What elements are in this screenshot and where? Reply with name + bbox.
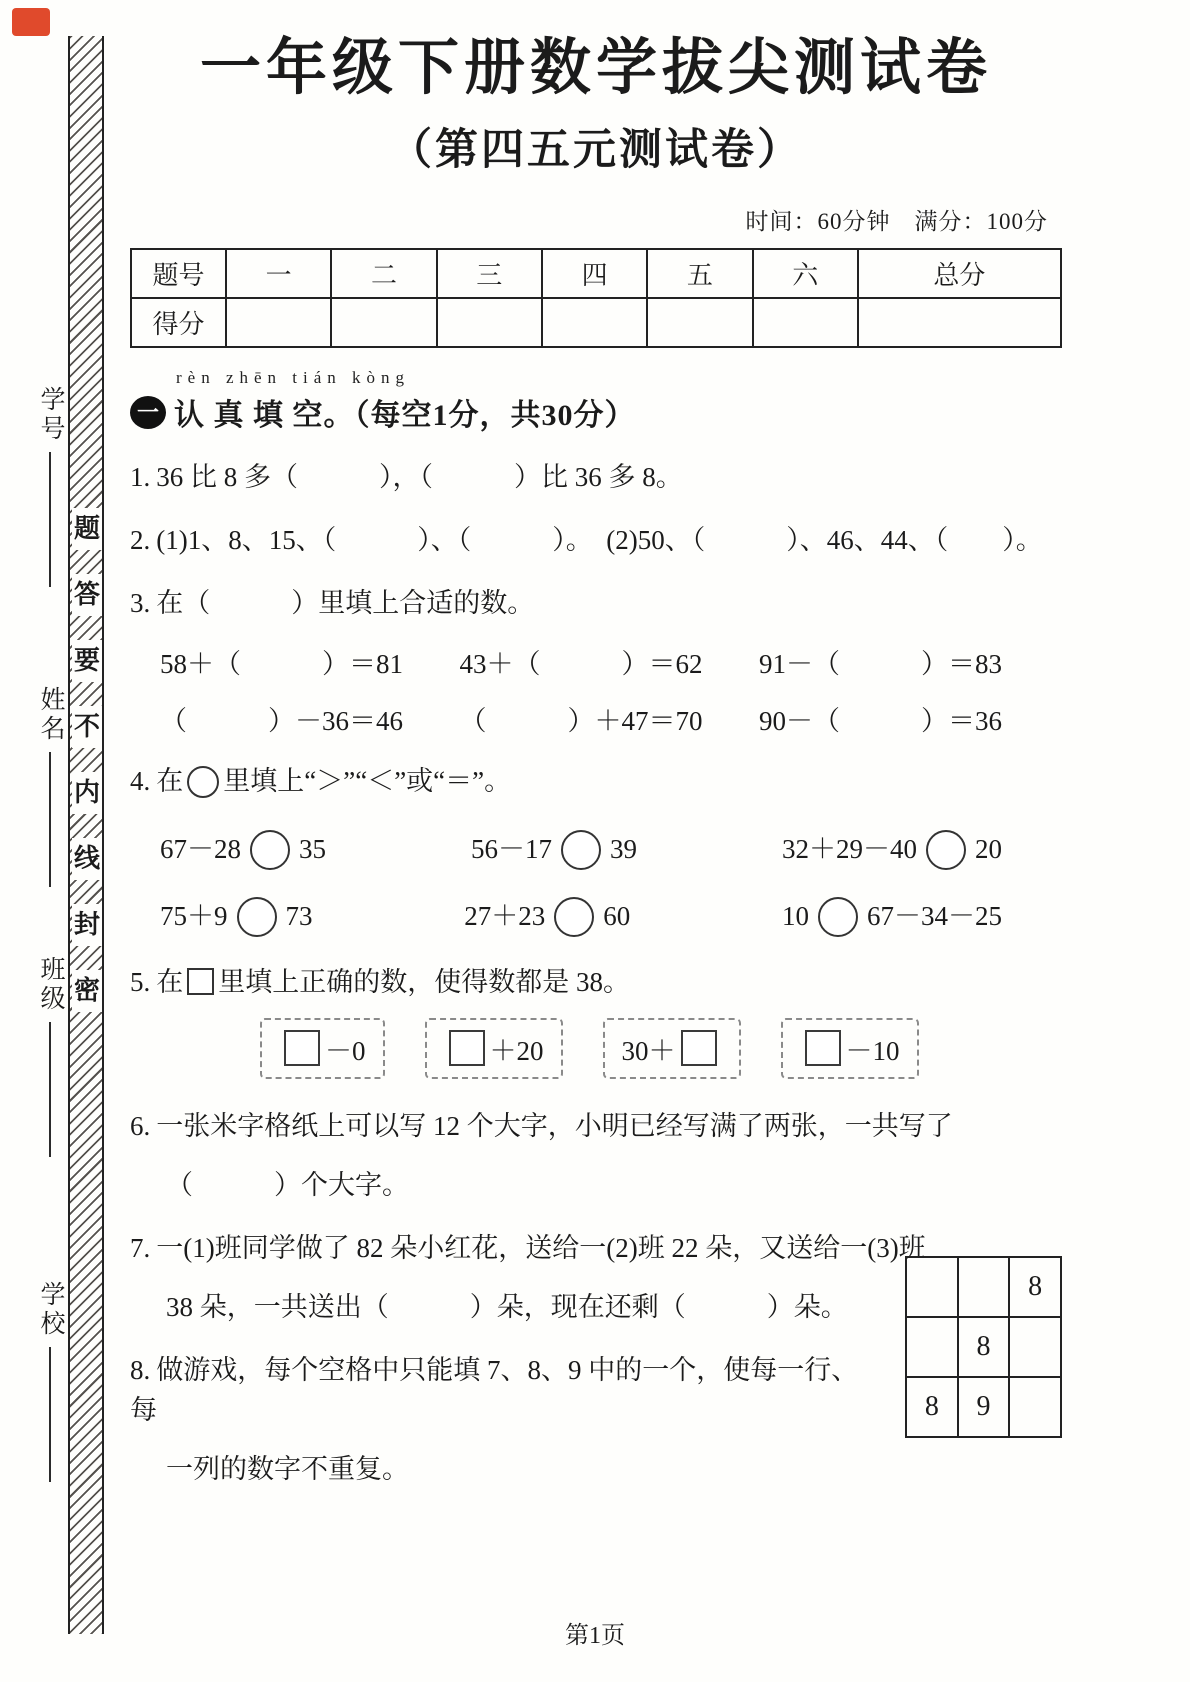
seal-line-char: 题 [72, 508, 102, 550]
comparison-right: 39 [610, 833, 637, 864]
school-blank-line [49, 1347, 51, 1482]
score-table-header-cell: 三 [437, 249, 542, 298]
question-4-prompt-after: 里填上“＞”“＜”或“＝”。 [223, 765, 512, 796]
question-3-equations-row-2 [130, 699, 1002, 738]
exam-time-score-info: 时间：60分钟 满分：100分 [745, 209, 1048, 235]
question-6-line-2: （ ）个大字。 [166, 1169, 409, 1200]
seal-line-char: 答 [72, 574, 102, 616]
question-5-answer-boxes [130, 1018, 1062, 1079]
question-7-line-1: 一(1)班同学做了 82 朵小红花，送给一(2)班 22 朵，又送给一(3)班 [156, 1233, 926, 1264]
student-name-field [34, 686, 66, 887]
comparison-left: 27＋23 [464, 900, 546, 931]
class-label: 班级 [37, 956, 64, 1014]
number-square-icon [805, 1030, 841, 1066]
class-blank-line [49, 1022, 51, 1157]
grid-row [906, 1377, 1061, 1437]
student-name-label: 姓名 [37, 686, 64, 744]
comparison-circle-icon [561, 830, 601, 870]
equation: 90－（ ）＝36 [759, 705, 1002, 736]
score-table-header-cell: 五 [647, 249, 752, 298]
question-4 [130, 762, 1062, 801]
box-text-after: －10 [845, 1035, 900, 1066]
student-id-label: 学号 [37, 386, 64, 444]
seal-line-char: 线 [72, 838, 102, 880]
question-2-number: 2. [130, 525, 151, 556]
section-1-title: 认 真 填 空。（每空1分，共30分） [174, 399, 636, 433]
comparison-circle-icon [250, 830, 290, 870]
seal-line-hatch-pattern [68, 36, 104, 1634]
student-id-field [34, 386, 66, 587]
score-empty-cell [858, 298, 1061, 347]
question-8-line-1: 做游戏，每个空格中只能填 7、8、9 中的一个，使每一行、每 [130, 1355, 859, 1425]
comparison-right: 67－34－25 [867, 900, 1002, 931]
comparison-circle-icon [926, 830, 966, 870]
question-3-prompt: 在（ ）里填上合适的数。 [156, 588, 535, 619]
grid-cell: 8 [1009, 1257, 1061, 1317]
score-empty-cell [437, 298, 542, 347]
question-4-prompt-before: 在 [156, 765, 184, 796]
score-table-header-cell: 四 [542, 249, 647, 298]
number-square-icon [681, 1030, 717, 1066]
score-empty-cell [753, 298, 858, 347]
student-fields-column [34, 36, 66, 1634]
answer-box [425, 1018, 563, 1079]
number-square-icon [449, 1030, 485, 1066]
section-1-header [130, 368, 1062, 434]
score-table-header-cell: 一 [226, 249, 331, 298]
question-5-number: 5. [130, 966, 151, 997]
brand-logo [12, 8, 50, 36]
score-table [130, 248, 1062, 348]
grid-cell: 9 [958, 1377, 1010, 1437]
equation: （ ）－36＝46 [160, 705, 403, 736]
question-2 [130, 521, 1062, 560]
question-4-row-2 [130, 894, 1002, 937]
student-id-blank-line [49, 452, 51, 587]
school-field [34, 1281, 66, 1482]
comparison-item [782, 827, 1002, 870]
score-empty-cell [226, 298, 331, 347]
box-text-after: ＋20 [489, 1035, 544, 1066]
school-label: 学校 [37, 1281, 64, 1339]
number-square-icon [284, 1030, 320, 1066]
seal-line-char: 封 [72, 904, 102, 946]
answer-box [603, 1018, 741, 1079]
equation: 91－（ ）＝83 [759, 648, 1002, 679]
compare-circle-icon [187, 766, 219, 798]
comparison-item [160, 827, 326, 870]
score-empty-cell [542, 298, 647, 347]
question-6 [130, 1107, 1062, 1146]
comparison-right: 20 [975, 833, 1002, 864]
box-text-before: 30＋ [621, 1035, 676, 1066]
seal-line-char: 内 [72, 772, 102, 814]
grid-row [906, 1257, 1061, 1317]
number-puzzle-grid [905, 1256, 1062, 1438]
exam-title: 一年级下册数学拔尖测试卷 [199, 35, 992, 102]
question-6-number: 6. [130, 1110, 151, 1141]
comparison-left: 75＋9 [160, 900, 228, 931]
grid-cell [1009, 1377, 1061, 1437]
question-3 [130, 584, 1062, 623]
comparison-item [471, 827, 637, 870]
score-table-header-cell: 题号 [131, 249, 226, 298]
question-8-number: 8. [130, 1355, 151, 1386]
score-table-header-row [131, 249, 1061, 298]
equation: 43＋（ ）＝62 [459, 648, 703, 679]
grid-cell [1009, 1317, 1061, 1377]
question-4-row-1 [130, 827, 1002, 870]
comparison-circle-icon [237, 897, 277, 937]
comparison-left: 56－17 [471, 833, 552, 864]
score-table-header-cell: 六 [753, 249, 858, 298]
grid-cell [958, 1257, 1010, 1317]
answer-box [781, 1018, 919, 1079]
score-table-header-cell: 二 [331, 249, 436, 298]
exam-body [130, 34, 1062, 1644]
question-1 [130, 458, 1062, 497]
grid-cell: 8 [906, 1377, 958, 1437]
comparison-item [160, 894, 313, 937]
question-3-number: 3. [130, 588, 151, 619]
score-table-score-row [131, 298, 1061, 347]
grid-cell [906, 1317, 958, 1377]
comparison-right: 60 [603, 900, 631, 931]
section-1-number-badge: 一 [130, 396, 166, 429]
answer-box [260, 1018, 385, 1079]
page-number: 第1页 [565, 1623, 625, 1649]
comparison-left: 67－28 [160, 833, 241, 864]
question-5-prompt-after: 里填上正确的数，使得数都是 38。 [218, 966, 630, 997]
seal-line-char: 不 [72, 706, 102, 748]
grid-row [906, 1317, 1061, 1377]
comparison-item [782, 894, 1002, 937]
question-5 [130, 963, 1062, 1002]
section-1-pinyin: rèn zhēn tián kòng [176, 368, 411, 388]
question-5-prompt-before: 在 [156, 966, 184, 997]
equation: 58＋（ ）＝81 [160, 648, 403, 679]
equation: （ ）＋47＝70 [459, 705, 703, 736]
question-7-number: 7. [130, 1233, 151, 1264]
student-name-blank-line [49, 752, 51, 887]
question-8 [130, 1351, 870, 1429]
grid-cell: 8 [958, 1317, 1010, 1377]
score-table-header-cell: 总分 [858, 249, 1061, 298]
score-row-label: 得分 [131, 298, 226, 347]
comparison-circle-icon [818, 897, 858, 937]
comparison-right: 73 [285, 900, 313, 931]
question-8-line-2: 一列的数字不重复。 [166, 1453, 409, 1484]
comparison-right: 35 [299, 833, 326, 864]
comparison-item [464, 894, 630, 937]
seal-line-char: 密 [72, 970, 102, 1012]
score-empty-cell [647, 298, 752, 347]
fill-square-icon [187, 968, 214, 995]
grid-cell [906, 1257, 958, 1317]
question-1-number: 1. [130, 462, 151, 493]
question-4-number: 4. [130, 765, 151, 796]
comparison-left: 32＋29－40 [782, 833, 917, 864]
question-2-text: (1)1、8、15、（ ）、（ ）。 (2)50、（ ）、46、44、（ ）。 [156, 525, 1043, 556]
seal-sidebar [34, 36, 106, 1634]
box-text-after: －0 [325, 1035, 366, 1066]
comparison-left: 10 [782, 900, 809, 931]
question-7-line-2: 38 朵，一共送出（ ）朵，现在还剩（ ）朵。 [166, 1292, 848, 1323]
comparison-circle-icon [554, 897, 594, 937]
exam-subtitle: （第四五元测试卷） [389, 127, 803, 175]
class-field [34, 956, 66, 1157]
question-1-text: 36 比 8 多（ ），（ ）比 36 多 8。 [156, 462, 683, 493]
question-6-line-1: 一张米字格纸上可以写 12 个大字，小明已经写满了两张，一共写了 [156, 1110, 953, 1141]
question-3-equations-row-1 [130, 642, 1002, 681]
score-empty-cell [331, 298, 436, 347]
seal-line-char: 要 [72, 640, 102, 682]
